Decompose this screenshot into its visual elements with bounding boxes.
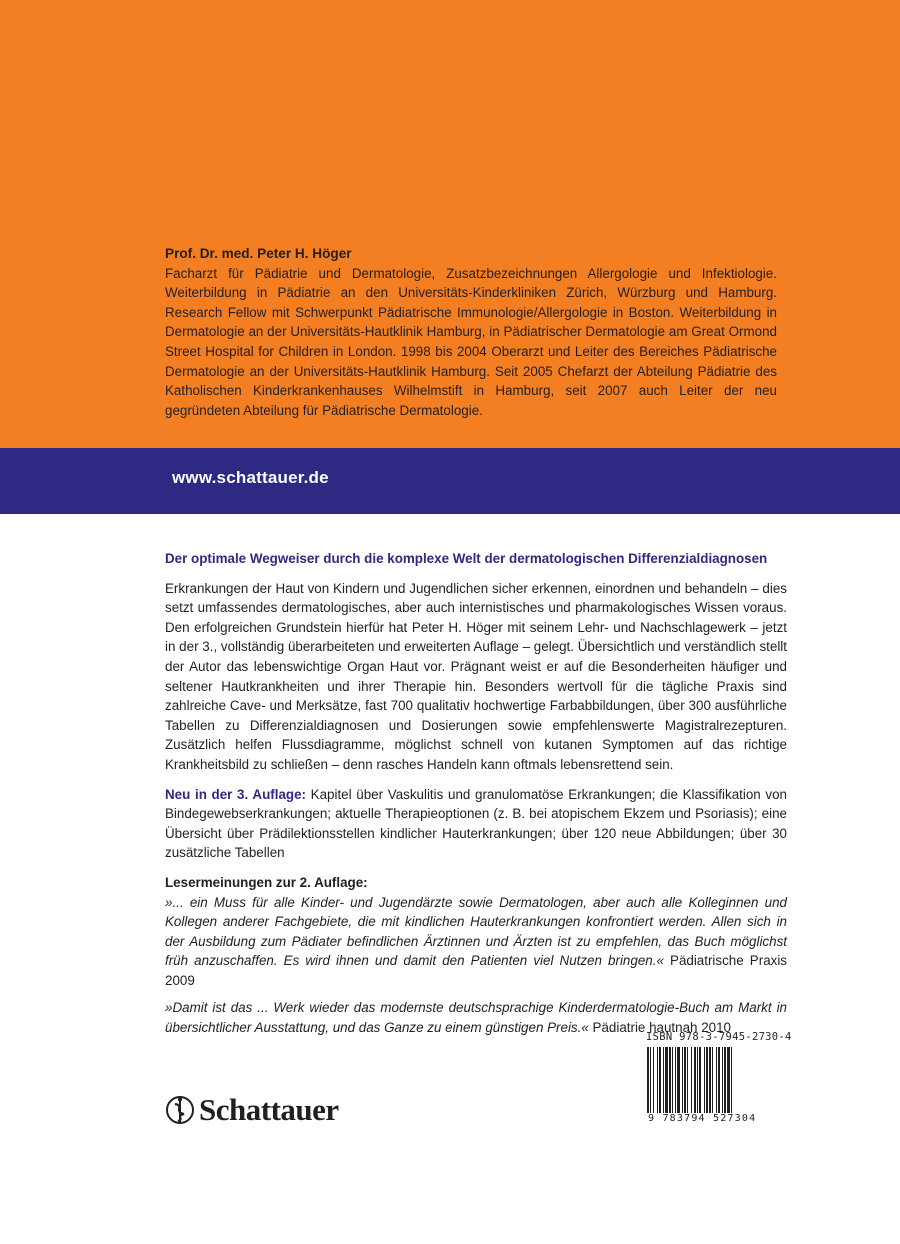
reviews-heading: Lesermeinungen zur 2. Auflage:: [165, 874, 368, 890]
schattauer-logo-icon: [165, 1094, 195, 1126]
blurb-headline: Der optimale Wegweiser durch die komplexe Welt der dermatologischen Differenzialdiagnosen: [165, 551, 768, 566]
author-bio: Facharzt für Pädiatrie und Dermatologie, Zusatzbezeichnungen Allergologie und Infektiologie. Weiterbildung in Pädiatrie an den Universitäts-Kinderkliniken Zürich, Würzburg und Hamburg. Research Fellow mit Schwerpunkt Pädiatrische Immunologie/Allergologie in Boston. Weiterbildung in Dermatologie an der Universitäts-Hautklinik Hamburg, in Pädiatrischer Dermatologie am Great Ormond Street Hospital for Children in London. 1998 bis 2004 Oberarzt und Leiter des Bereiches Pädiatrische Dermatologie an der Universitäts-Hautklinik Hamburg. Seit 2005 Chefarzt der Abteilung Pädiatrie des Katholischen Kinderkrankenhauses Wilhelmstift in Hamburg, seit 2007 auch Leiter der neu gegründeten Abteilung für Pädiatrische Dermatologie.: [165, 265, 777, 418]
author-name: Prof. Dr. med. Peter H. Höger: [165, 246, 352, 261]
author-bio-block: [165, 244, 777, 420]
review-quote: »Damit ist das ... Werk wieder das modernste deutschsprachige Kinderdermatologie-Buch am Markt in übersichtlicher Ausstattung, und das Ganze zu einem günstigen Preis.«: [165, 1000, 787, 1036]
review-quote: »... ein Muss für alle Kinder- und Jugendärzte sowie Dermatologen, aber auch alle Kolleginnen und Kollegen anderer Fachgebiete, die mit kindlichen Hauterkrankungen konfrontiert werden. Allen sich in der Ausbildung zum Pädiater befindlichen Ärztinnen und Ärzten ist zu empfehlen, das Buch möglichst früh anzuschaffen. Es wird ihnen und damit den Patienten viel Nutzen bringen.«: [165, 894, 787, 969]
new-edition-text: Kapitel über Vaskulitis und granulomatöse Erkrankungen; die Klassifikation von Bindegewebserkrankungen; aktuelle Therapieoptionen (z. B. bei atopischem Ekzem und Psoriasis); eine Übersicht über Prädilektionsstellen kindlicher Hauterkrankungen; über 120 neue Abbildungen; über 30 zusätzliche Tabellen: [165, 786, 787, 861]
review-item: [165, 893, 787, 991]
publisher-name: Schattauer: [199, 1092, 339, 1127]
blurb-content: [165, 549, 787, 1038]
blurb-description: Erkrankungen der Haut von Kindern und Jugendlichen sicher erkennen, einordnen und behandeln – dies setzt umfassendes dermatologisches, aber auch internistisches und pharmakologisches Wissen voraus. Den erfolgreichen Grundstein hierfür hat Peter H. Höger mit seinem Lehr- und Nachschlagewerk – jetzt in der 3., vollständig überarbeiteten und erweiterten Auflage – gelegt. Übersichtlich und verständlich stellt der Autor das lebenswichtige Organ Haut vor. Prägnant weist er auf die Besonderheiten häufiger und seltener Hautkrankheiten und ihrer Therapie hin. Besonders wertvoll für die tägliche Praxis sind zahlreiche Cave- und Merksätze, fast 700 qualitativ hochwertige Farbabbildungen, über 300 ausführliche Tabellen zu Differenzialdiagnosen und Dosierungen sowie empfehlenswerte Magistralrezepturen. Zusätzlich helfen Flussdiagramme, möglichst schnell von kutanen Symptomen auf das richtige Krankheitsbild zu schließen – denn rasches Handeln kann oftmals lebensrettend sein.: [165, 580, 787, 772]
review-source: Pädiatrie hautnah 2010: [588, 1020, 732, 1036]
publisher-url-link[interactable]: www.schattauer.de: [172, 468, 329, 487]
navy-url-band: [0, 448, 900, 514]
isbn-label: ISBN 978-3-7945-2730-4: [646, 1031, 792, 1043]
new-edition-label: Neu in der 3. Auflage:: [165, 786, 306, 802]
publisher-logo: [165, 1092, 339, 1128]
review-source: Pädiatrische Praxis 2009: [165, 953, 788, 988]
new-edition-paragraph: [165, 785, 787, 863]
barcode-digits: 9 783794 527304: [646, 1113, 770, 1124]
